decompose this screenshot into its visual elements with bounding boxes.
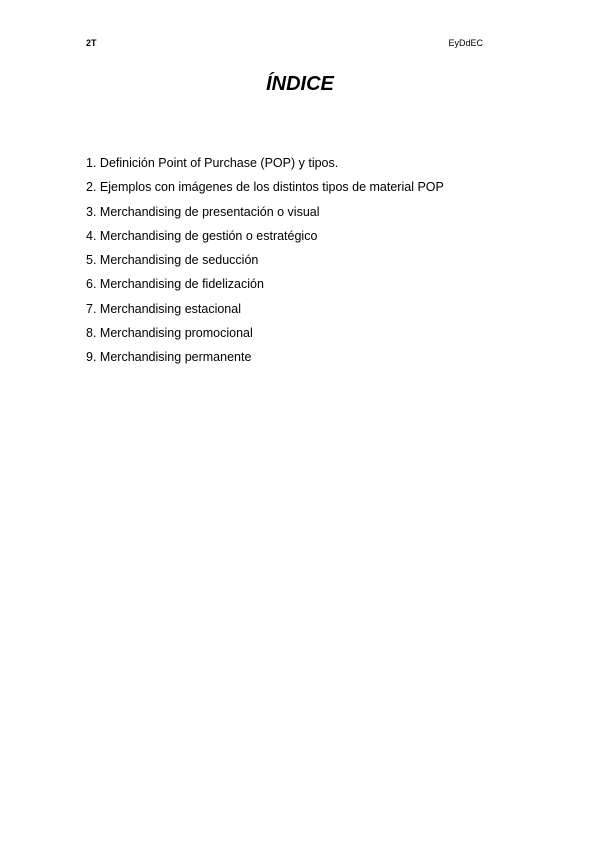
toc-item-number: 8. [86,326,97,341]
toc-item-text: Merchandising de gestión o estratégico [99,228,318,243]
toc-item-number: 7. [86,301,97,316]
toc-item-text: Definición Point of Purchase (POP) y tipos. [99,156,339,170]
toc-item-1 [86,151,444,175]
toc-item-3 [86,200,444,224]
toc-item-8 [86,321,444,345]
header-right-label: EyDdEC [448,38,483,48]
toc-item-text: Merchandising de presentación o visual [99,204,320,219]
toc-item-text: Merchandising de seducción [99,253,259,268]
toc-item-5 [86,248,444,272]
toc-item-text: Merchandising permanente [99,350,252,365]
page-title: ÍNDICE [266,73,334,95]
toc-item-text: Merchandising estacional [99,301,241,316]
toc-item-6 [86,272,444,296]
toc-item-number: 9. [86,350,97,365]
toc-item-4 [86,224,444,248]
toc-item-number: 2. [86,180,97,195]
toc-item-text: Ejemplos con imágenes de los distintos tipos de material POP [99,180,444,195]
toc-item-text: Merchandising de fidelización [99,277,264,292]
toc-item-number: 5. [86,253,97,268]
toc-item-number: 1. [86,156,97,170]
toc-item-number: 6. [86,277,97,292]
toc-item-7 [86,297,444,321]
toc-item-9 [86,345,444,369]
toc-item-text: Merchandising promocional [99,326,253,341]
toc-item-number: 3. [86,204,97,219]
table-of-contents [86,151,444,370]
toc-item-number: 4. [86,228,97,243]
toc-item-2 [86,175,444,199]
header-left-label: 2T [86,38,97,48]
